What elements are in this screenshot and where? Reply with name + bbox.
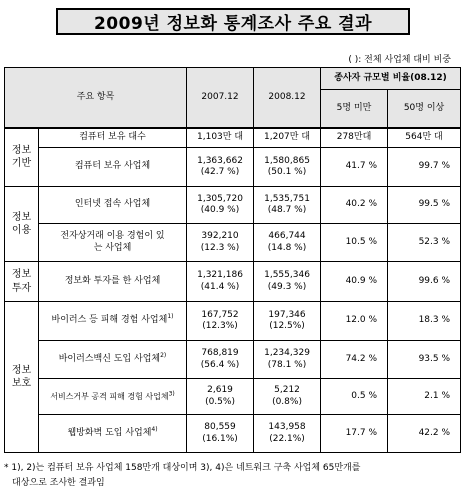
row-under5: 74.2 %	[321, 341, 388, 379]
table-row	[5, 128, 461, 148]
row-item: 컴퓨터 보유 대수	[39, 128, 187, 148]
footnote	[4, 461, 464, 491]
row-item: 정보화 투자를 한 사업체	[39, 262, 187, 302]
footnote-line-2: 대상으로 조사한 결과임	[12, 478, 105, 488]
row-item: 바이러스백신 도입 사업체$^{2)}$	[39, 341, 187, 379]
row-over50: 99.5 %	[388, 187, 461, 224]
row-under5: 0.5 %	[321, 379, 388, 415]
unit-note: ( ): 전체 사업체 대비 비중	[348, 55, 451, 65]
row-2007: 768,819 (56.4 %)	[187, 341, 254, 379]
row-under5: 41.7 %	[321, 148, 388, 187]
row-under5: 17.7 %	[321, 415, 388, 453]
row-2007: 1,305,720 (40.9 %)	[187, 187, 254, 224]
category-info-invest: 정보 투자	[5, 262, 39, 302]
row-2008: 1,555,346 (49.3 %)	[254, 262, 321, 302]
row-2008: 1,207만 대	[254, 128, 321, 148]
row-2007: 392,210 (12.3 %)	[187, 224, 254, 262]
row-2008: 5,212 (0.8%)	[254, 379, 321, 415]
category-info-security: 정보 보호	[5, 302, 39, 453]
table-row	[5, 341, 461, 379]
row-over50: 99.6 %	[388, 262, 461, 302]
row-2007: 2,619 (0.5%)	[187, 379, 254, 415]
row-item: 웹방화벽 도입 사업체$^{4)}$	[39, 415, 187, 453]
row-under5: 10.5 %	[321, 224, 388, 262]
row-2007: 1,321,186 (41.4 %)	[187, 262, 254, 302]
table-row	[5, 148, 461, 187]
table-row	[5, 415, 461, 453]
header-2007: 2007.12	[187, 68, 254, 128]
row-over50: 42.2 %	[388, 415, 461, 453]
table-row	[5, 262, 461, 302]
header-under5: 5명 미만	[321, 90, 388, 128]
row-2008: 1,580,865 (50.1 %)	[254, 148, 321, 187]
row-2007: 167,752 (12.3%)	[187, 302, 254, 341]
table-row	[5, 302, 461, 341]
category-info-base: 정보 기반	[5, 128, 39, 187]
row-item: 인터넷 접속 사업체	[39, 187, 187, 224]
row-item: 서비스거부 공격 피해 경험 사업체$^{3)}$	[39, 379, 187, 415]
results-table	[4, 67, 461, 453]
row-over50: 93.5 %	[388, 341, 461, 379]
row-2008: 466,744 (14.8 %)	[254, 224, 321, 262]
row-under5: 40.2 %	[321, 187, 388, 224]
row-over50: 18.3 %	[388, 302, 461, 341]
title-box	[56, 8, 410, 35]
row-2008: 1,535,751 (48.7 %)	[254, 187, 321, 224]
row-over50: 564만 대	[388, 128, 461, 148]
category-info-use: 정보 이용	[5, 187, 39, 262]
table-row	[5, 379, 461, 415]
header-item: 주요 항목	[5, 68, 187, 128]
row-over50: 99.7 %	[388, 148, 461, 187]
row-item: 바이러스 등 피해 경험 사업체$^{1)}$	[39, 302, 187, 341]
table-row	[5, 187, 461, 224]
header-over50: 50명 이상	[388, 90, 461, 128]
row-2008: 197,346 (12.5%)	[254, 302, 321, 341]
row-item: 전자상거래 이용 경험이 있는 사업체	[39, 224, 187, 262]
row-item: 컴퓨터 보유 사업체	[39, 148, 187, 187]
row-over50: 2.1 %	[388, 379, 461, 415]
row-2008: 1,234,329 (78.1 %)	[254, 341, 321, 379]
row-2008: 143,958 (22.1%)	[254, 415, 321, 453]
page-title: 2009년 정보화 통계조사 주요 결과	[93, 14, 373, 34]
row-2007: 1,103만 대	[187, 128, 254, 148]
header-row	[5, 68, 461, 90]
row-2007: 80,559 (16.1%)	[187, 415, 254, 453]
header-2008: 2008.12	[254, 68, 321, 128]
row-2007: 1,363,662 (42.7 %)	[187, 148, 254, 187]
row-over50: 52.3 %	[388, 224, 461, 262]
footnote-line-1: * 1), 2)는 컴퓨터 보유 사업체 158만개 대상이며 3), 4)은 네트워크 구축 사업체 65만개를	[4, 463, 361, 473]
header-size-group: 종사자 규모별 비율(08.12)	[321, 68, 461, 90]
row-under5: 278만대	[321, 128, 388, 148]
row-under5: 40.9 %	[321, 262, 388, 302]
row-under5: 12.0 %	[321, 302, 388, 341]
table-row	[5, 224, 461, 262]
